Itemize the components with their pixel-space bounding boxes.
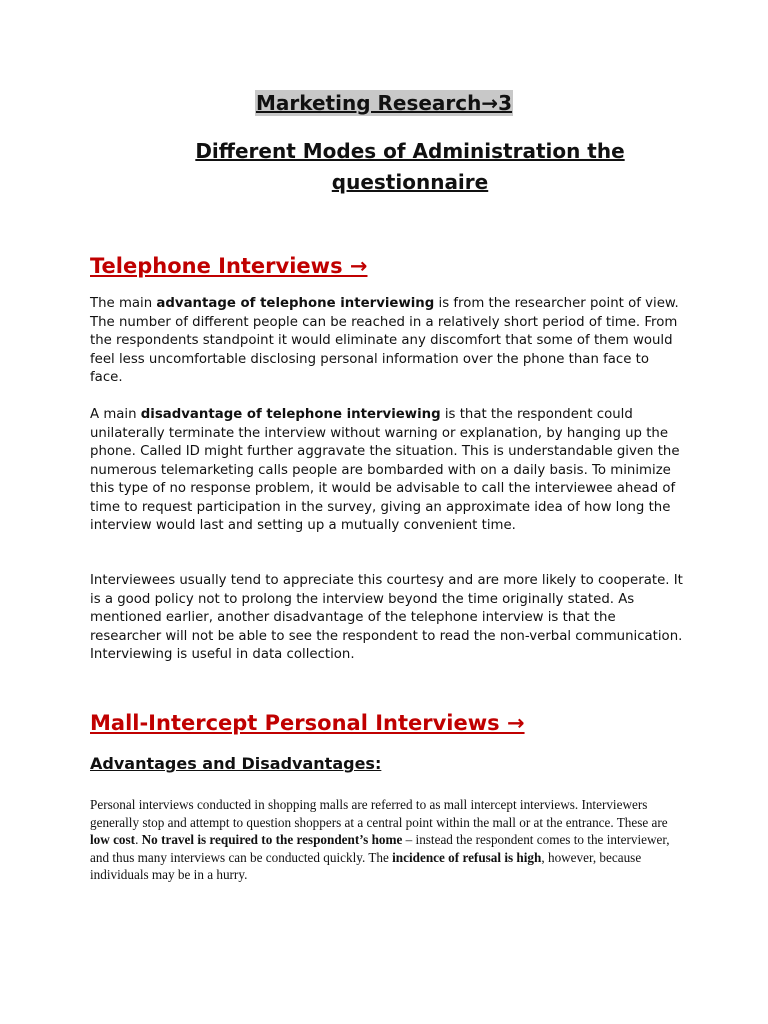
telephone-paragraph-1 xyxy=(90,295,684,388)
bold-run: No travel is required to the respondent’s home xyxy=(141,832,403,848)
telephone-paragraph-3: Interviewees usually tend to appreciate this courtesy and are more likely to cooperate. It is a good policy not to prolong the interview beyond the time originally stated. As mentioned earlier, another disadvantage of the telephone interview is that the researcher will not be able to see the respondent to read the non-verbal communication. Interviewing is useful in data collection. xyxy=(90,573,683,662)
document-subtitle xyxy=(150,136,670,198)
bold-run: advantage of telephone interviewing xyxy=(156,296,435,311)
text-run: is from the researcher point of view. The number of different people can be reached in a relatively short period of time. From the respondents standpoint it would eliminate any discomfort that some of them would feel less uncomfortable disclosing personal information over the phone than face to face. xyxy=(90,296,679,385)
text-run: . xyxy=(135,832,142,848)
mall-intercept-paragraph xyxy=(90,796,680,884)
telephone-interviews-heading: Telephone Interviews → xyxy=(90,254,368,278)
text-run: is that the respondent could unilaterally terminate the interview without warning or explanation, by hanging up the phone. Called ID might further aggravate the situation. This is understandable given the numerous telemarketing calls people are bombarded with on a daily basis. To minimize this type of no response problem, it would be advisable to call the interviewee ahead of time to request participation in the survey, giving an approximate idea of how long the interview would last and setting up a mutually convenient time. xyxy=(90,407,680,533)
bold-run: low cost xyxy=(90,832,136,848)
text-run: , however, because individuals may be in a hurry. xyxy=(90,849,642,883)
text-run: – instead the respondent comes to the interviewer, and thus many interviews can be conducted quickly. The xyxy=(90,832,670,865)
bold-run: incidence of refusal is high xyxy=(392,849,542,865)
document-title: Marketing Research→3 xyxy=(255,91,513,115)
text-run: A main xyxy=(90,407,141,422)
bold-run: disadvantage of telephone interviewing xyxy=(140,407,441,422)
mall-intercept-heading: Mall-Intercept Personal Interviews → xyxy=(90,711,525,735)
text-run: Personal interviews conducted in shopping malls are referred to as mall intercept interviews. Interviewers generally stop and attempt to question shoppers at a central point within the mall or at the entrance. These are xyxy=(90,797,668,830)
telephone-paragraph-2 xyxy=(90,406,684,536)
subtitle-line-1: Different Modes of Administration the xyxy=(195,139,625,163)
title-wrap xyxy=(0,90,768,116)
subtitle-line-2: questionnaire xyxy=(331,170,489,194)
text-run: The main xyxy=(90,296,157,311)
advantages-disadvantages-heading: Advantages and Disadvantages: xyxy=(90,754,382,773)
